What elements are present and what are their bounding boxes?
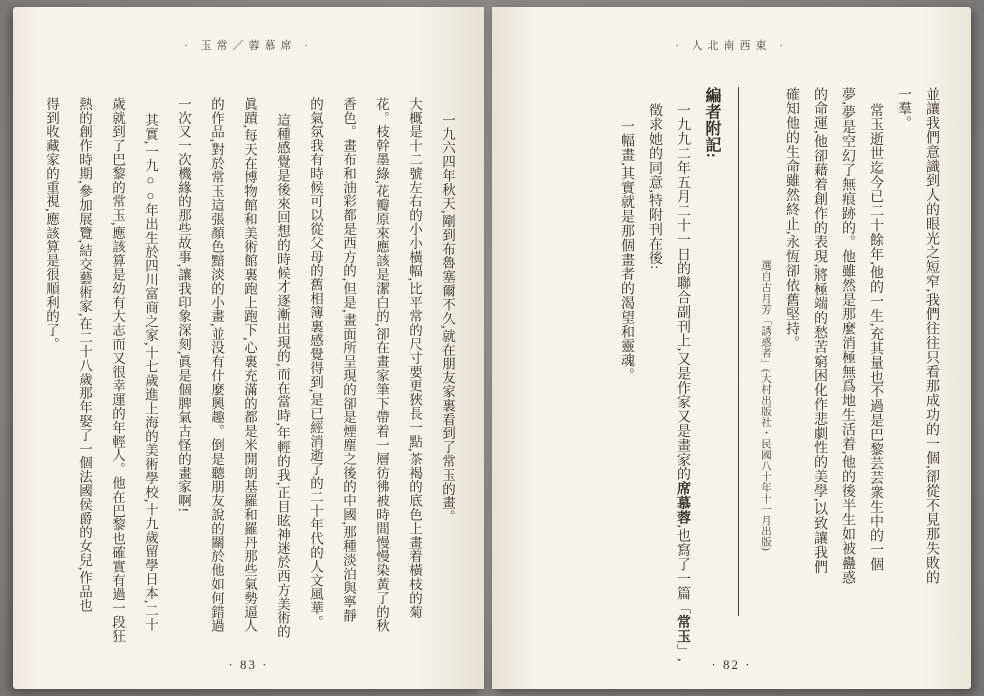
note-text: 」, (675, 643, 690, 663)
text-column: 香色。畫布和油彩都是西方的,但是,畫面所呈現的卻是煙塵之後的中國,那種淡泊與寧靜 (341, 97, 356, 623)
text-column: 夢,夢是空幻了無痕跡的。他雖然是那麼消極無爲地生活着,他的後半生如被蠱惑 (840, 87, 855, 585)
right-page (492, 7, 971, 689)
text-column: 其實,一九○○年出生於四川富商之家,十七歲進上海的美術學校,十九歲留學日本,二十 (143, 112, 158, 632)
text-column: 一九六四年秋天,剛到布魯塞爾不久,就在朋友家裏看到了常玉的畫。 (440, 112, 455, 524)
text-column: 這種感覺是後來回想的時候才逐漸出現的,而在當時,年輕的我,正目眩神迷於西方美術的 (275, 112, 290, 639)
text-column: 常玉逝世迄今已二十餘年,他的一生,充其量也不過是巴黎芸芸衆生中的一個 (868, 103, 883, 572)
text-column: 一幅畫,其實就是那個畫者的渴望和靈魂。 (619, 119, 634, 383)
text-column (668, 87, 696, 696)
editor-note-heading: 編者附記: (703, 87, 720, 159)
text-column: 的命運,他卻藉着創作的表現,將極端的愁苦窮困化作悲劇性的美學,以致讓我們 (812, 87, 827, 574)
text-column: 確知他的生命雖然終止,永恆卻依舊堅持。 (784, 87, 799, 351)
text-column: 的氣氛我有時候可以從父母的舊相簿裏感覺得到,是已經消逝了的二十年代的人文風華。 (308, 97, 323, 629)
text-column: 熱的創作時期,參加展覽,結交藝術家,在二十八歲那年娶了一個法國侯爵的女兒,作品也 (77, 97, 92, 613)
left-page-number: · 83 · (228, 657, 269, 672)
right-running-head: · 人北南西東 · (675, 40, 788, 52)
section-divider-rule (738, 87, 739, 616)
left-page-text (29, 97, 464, 681)
note-text: 一九九二年五月二十一日的聯合副刊上,又是作家又是畫家的 (675, 103, 690, 482)
left-page (13, 7, 484, 689)
right-page-text (522, 87, 945, 663)
text-column: 得到收藏家的重視,應該算是很順利的了。 (44, 97, 59, 351)
text-column: 的作品,對於常玉這張顏色黯淡的小畫,並没有什麼興趣。倒是聽朋友說的關於他如何錯過 (209, 97, 224, 633)
text-column: 歲就到了巴黎的常玉,應該算是幼有大志而又很幸運的年輕人。他在巴黎也確實有過一段狂 (110, 97, 125, 643)
text-column: 並讓我們意識到人的眼光之短窄,我們往往只看那成功的一個,卻從不見那失敗的 (924, 87, 939, 585)
essay-title: 常玉 (675, 614, 690, 644)
note-text: ,也寫了一篇「 (675, 524, 690, 615)
author-name: 席慕蓉 (675, 481, 690, 525)
text-column: 徵求她的同意,特附刊在後: (647, 103, 662, 270)
text-column: 大概是十二號左右的小小橫幅,比平常的尺寸要更狹長一點,茶褐的底色上畫着橫枝的菊 (407, 97, 422, 619)
text-column: 眞蹟,每天在博物館和美術館裏跑上跑下,心裏充滿的都是米開朗基羅和羅丹那些氣勢逼人 (242, 97, 257, 633)
source-citation: 選自古月芳「誘惑者」(大村出版社・民國八十年十一月出版) (760, 260, 771, 552)
right-page-number: · 82 · (711, 657, 752, 672)
text-column: 一次又一次機緣的那些故事,讓我印象深刻,眞是個脾氣古怪的畫家啊! (176, 97, 191, 513)
left-running-head: · 玉常／蓉慕席 · (184, 40, 313, 52)
text-column: 花。枝幹墨綠,花瓣原來應該是潔白的,卻在畫家筆下帶着一層彷彿被時間慢慢染黃了的秋 (374, 97, 389, 633)
text-column: 一羣。 (896, 87, 911, 131)
